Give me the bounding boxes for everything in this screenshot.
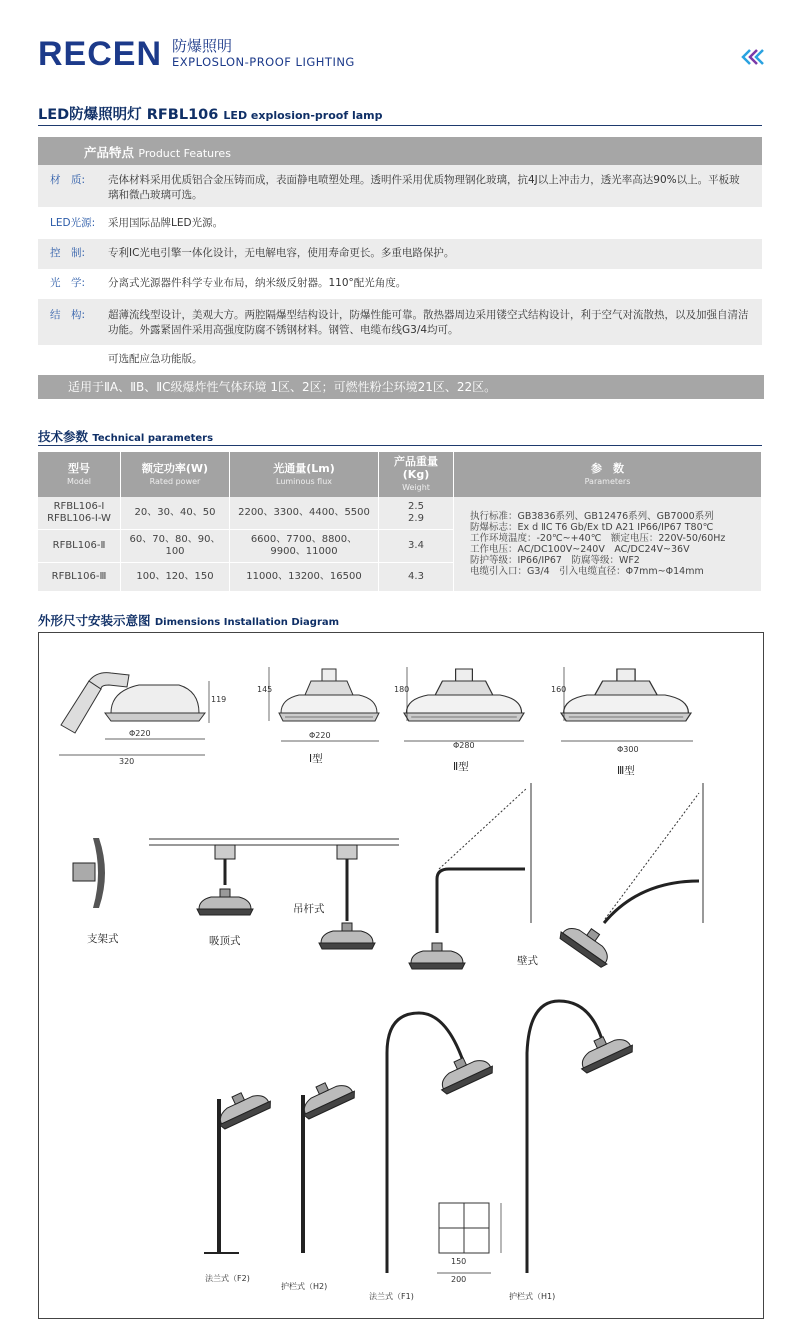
feature-label: LED光源:: [50, 217, 96, 229]
type3-label: Ⅲ型: [617, 765, 635, 777]
cell-power: 20、30、40、50: [121, 497, 230, 530]
table-row: [38, 497, 762, 530]
feature-text: 超薄流线型设计，美观大方。两腔隔爆型结构设计，防爆性能可靠。散热器周边采用镂空式结构设计，利于空气对流散热，以及加强自清洁功能。外露紧固件采用高强度防腐不锈钢材料。钢管、电缆布线G3/4均可。: [108, 309, 749, 336]
title-main: LED防爆照明灯 RFBL106: [38, 107, 219, 123]
logo-cn: 防爆照明: [172, 37, 233, 55]
page-title: [38, 103, 383, 124]
cell-weight: 2.5 2.9: [379, 497, 454, 530]
dim-flange-150: 150: [451, 1257, 467, 1266]
feature-label: 光 学:: [50, 277, 86, 289]
col-flux: 光通量(Lm) Luminous flux: [230, 452, 379, 497]
col-power: 额定功率(W) Rated power: [121, 452, 230, 497]
label-pendant: 吊杆式: [293, 903, 325, 915]
dim-t3-h: 160: [551, 685, 567, 694]
wall-mount-drawing: [409, 783, 703, 969]
label-f2: 法兰式（F2): [205, 1274, 250, 1283]
feature-row-structure: [38, 299, 762, 345]
double-chevron-left-icon[interactable]: [740, 48, 764, 66]
dim-side-h: 119: [211, 695, 227, 704]
feature-row-control: [38, 239, 762, 269]
dim-t2-d: Φ280: [453, 741, 475, 750]
tech-title-cn: 技术参数: [38, 429, 89, 444]
dim-side-d: Φ220: [129, 729, 151, 738]
features-title-en: Product Features: [138, 147, 231, 160]
features-title-cn: 产品特点: [84, 145, 135, 160]
divider: [38, 445, 762, 446]
cell-power: 100、120、150: [121, 563, 230, 592]
logo-subtitle: [172, 38, 355, 70]
feature-label: 材 质:: [50, 174, 86, 186]
label-f1: 法兰式（F1): [369, 1292, 414, 1301]
feature-text: 壳体材料采用优质铝合金压铸而成，表面静电喷塑处理。透明件采用优质物理钢化玻璃，抗4J以上冲击力，透光率高达90%以上。平板玻璃和微凸玻璃可选。: [108, 174, 740, 201]
diagram-box: [38, 632, 764, 1319]
logo-en: EXPLOSLON-PROOF LIGHTING: [172, 55, 355, 69]
feature-label: 控 制:: [50, 247, 86, 259]
dim-flange-200: 200: [451, 1275, 467, 1284]
cell-weight: 3.4: [379, 530, 454, 563]
feature-row-emergency: [38, 345, 762, 375]
col-model: 型号 Model: [38, 452, 121, 497]
cell-flux: 2200、3300、4400、5500: [230, 497, 379, 530]
feature-label: 结 构:: [50, 309, 86, 321]
pole-mount-drawing: [204, 1001, 635, 1273]
diagram-title: [38, 611, 339, 629]
label-bracket: 支架式: [87, 933, 119, 945]
feature-row-material: [38, 165, 762, 207]
label-h2: 护栏式（H2): [281, 1282, 328, 1291]
label-h1: 护栏式（H1): [509, 1292, 556, 1301]
col-params: 参 数 Parameters: [454, 452, 762, 497]
feature-text: 分离式光源器件科学专业布局，纳米级反射器。110°配光角度。: [108, 277, 407, 289]
type3-drawing: [561, 669, 691, 721]
logo-word: RECEN: [38, 34, 163, 73]
cell-power: 60、70、80、90、100: [121, 530, 230, 563]
feature-row-led: [38, 207, 762, 239]
application-text: 适用于ⅡA、ⅡB、ⅡC级爆炸性气体环境 1区、2区；可燃性粉尘环境21区、22区。: [68, 380, 497, 394]
tech-title: [38, 427, 213, 445]
divider: [38, 125, 762, 126]
dim-t2-h: 180: [394, 685, 410, 694]
type2-label: Ⅱ型: [453, 761, 469, 773]
feature-text: 采用国际品牌LED光源。: [108, 217, 224, 229]
ceiling-mount-drawing: [149, 839, 399, 949]
cell-weight: 4.3: [379, 563, 454, 592]
cell-model: RFBL106-Ⅱ: [38, 530, 121, 563]
params-table: [38, 452, 762, 592]
type2-drawing: [404, 669, 524, 721]
dim-t1-h: 145: [257, 685, 273, 694]
type1-label: Ⅰ型: [309, 753, 323, 765]
cell-params: 执行标准：GB3836系列、GB12476系列、GB7000系列 防爆标志：Ex d ⅡC T6 Gb/Ex tD A21 IP66/IP67 T80℃ 工作环境温度：-20℃~+40℃ 额定电压：220V-50/60Hz 工作电压：AC/DC100V~240V AC/DC24V~36V 防护等级：IP66/IP67 防腐等级：WF2 电缆引入口：G3/4 引入电缆直径：Φ7mm~Φ14mm: [454, 497, 762, 592]
cell-model: RFBL106-Ⅲ: [38, 563, 121, 592]
feature-text: 可选配应急功能版。: [108, 353, 203, 365]
feature-row-optics: [38, 269, 762, 299]
cell-flux: 6600、7700、8800、 9900、11000: [230, 530, 379, 563]
tech-title-en: Technical parameters: [92, 433, 214, 444]
col-weight: 产品重量(Kg) Weight: [379, 452, 454, 497]
type1-drawing: [279, 669, 379, 721]
dim-t1-d: Φ220: [309, 731, 331, 740]
diagram-title-cn: 外形尺寸安装示意图: [38, 613, 151, 628]
cell-model: RFBL106-Ⅰ RFBL106-Ⅰ-W: [38, 497, 121, 530]
label-wall: 壁式: [517, 955, 538, 967]
label-ceiling: 吸顶式: [209, 935, 241, 947]
diagram-title-en: Dimensions Installation Diagram: [154, 617, 340, 628]
cell-flux: 11000、13200、16500: [230, 563, 379, 592]
bracket-mount-drawing: [73, 838, 105, 908]
side-view-drawing: [59, 673, 209, 755]
table-header-row: [38, 452, 762, 497]
feature-text: 专利IC光电引擎一体化设计，无电解电容，使用寿命更长。多重电路保护。: [108, 247, 455, 259]
dim-side-w: 320: [119, 757, 135, 766]
application-banner: [38, 375, 764, 399]
title-sub: LED explosion-proof lamp: [223, 109, 383, 122]
brand-logo: [38, 36, 355, 72]
dim-t3-d: Φ300: [617, 745, 639, 754]
features-header: [38, 137, 762, 165]
